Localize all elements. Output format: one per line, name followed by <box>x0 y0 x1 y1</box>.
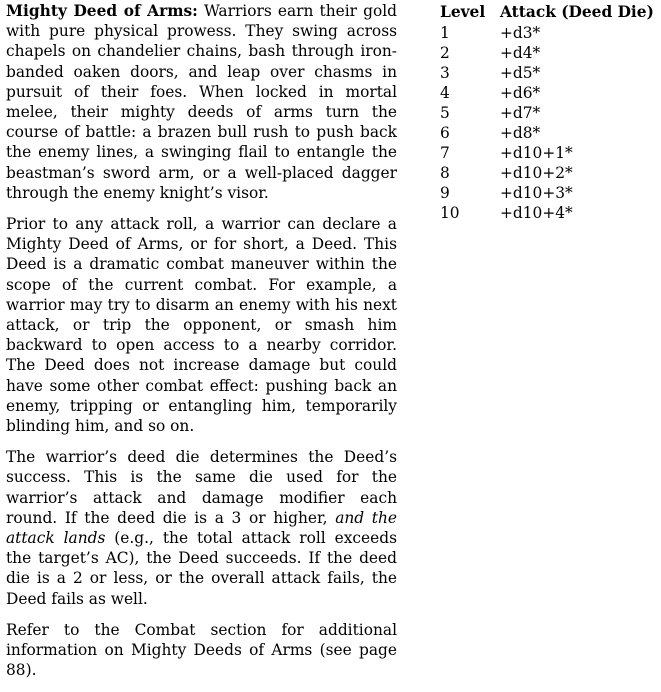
cell-attack: +d10+3* <box>500 184 573 202</box>
table-row <box>440 203 654 223</box>
paragraph-deed-die-text-b: (e.g., the total attack roll exceeds the target’s AC), the Deed succeeds. If the deed die is a 2 or less, or the overall attack fails, the Deed fails as well. <box>6 529 397 608</box>
paragraph-declaring-deed: Prior to any attack roll, a warrior can declare a Mighty Deed of Arms, or for short, a Deed. This Deed is a dramatic combat maneuver within the scope of the current combat. For example, a warrior may try to disarm an enemy with his next attack, or trip the opponent, or smash him backward to open access to a nearby corridor. The Deed does not increase damage but could have some other combat effect: pushing back an enemy, tripping or entangling him, temporarily blinding him, and so on. <box>6 215 397 436</box>
cell-attack: +d6* <box>500 84 541 102</box>
cell-attack: +d7* <box>500 104 541 122</box>
cell-level: 4 <box>440 84 450 102</box>
deed-die-table-column <box>440 2 655 223</box>
cell-level: 3 <box>440 64 450 82</box>
cell-level: 7 <box>440 144 450 162</box>
cell-attack: +d3* <box>500 24 541 42</box>
section-heading: Mighty Deed of Arms: <box>6 2 198 20</box>
table-row <box>440 63 654 83</box>
cell-attack: +d5* <box>500 64 541 82</box>
table-row <box>440 83 654 103</box>
cell-attack: +d4* <box>500 44 541 62</box>
header-level: Level <box>440 3 486 21</box>
cell-level: 6 <box>440 124 450 142</box>
table-row <box>440 163 654 183</box>
cell-level: 1 <box>440 24 450 42</box>
emphasis-attack-lands: and the attack lands <box>6 508 398 548</box>
table-header-row <box>440 2 654 23</box>
table-row <box>440 43 654 63</box>
table-row <box>440 123 654 143</box>
cell-level: 5 <box>440 104 450 122</box>
table-row <box>440 103 654 123</box>
paragraph-deed-die <box>6 447 397 609</box>
body-text-column <box>6 1 397 692</box>
cell-attack: +d8* <box>500 124 541 142</box>
paragraph-intro <box>6 1 397 203</box>
header-attack: Attack (Deed Die) <box>500 3 654 21</box>
cell-level: 2 <box>440 44 450 62</box>
table-row <box>440 143 654 163</box>
cell-attack: +d10+1* <box>500 144 573 162</box>
table-body <box>440 23 654 223</box>
paragraph-intro-text: Warriors earn their gold with pure physical prowess. They swing across chapels on chandelier chains, bash through iron-banded oaken doors, and leap over chasms in pursuit of their foes. When locked in mortal melee, their mighty deeds of arms turn the course of battle: a brazen bull rush to push back the enemy lines, a swinging flail to entangle the beastman’s sword arm, or a well-placed dagger through the enemy knight’s visor. <box>6 2 397 202</box>
cell-level: 9 <box>440 184 450 202</box>
table-row <box>440 183 654 203</box>
cell-level: 10 <box>440 204 460 222</box>
cell-attack: +d10+4* <box>500 204 573 222</box>
cell-attack: +d10+2* <box>500 164 573 182</box>
deed-die-table <box>440 2 654 223</box>
cell-level: 8 <box>440 164 450 182</box>
paragraph-deed-die-text-a: The warrior’s deed die determines the Deed’s success. This is the same die used for the warrior’s attack and damage modifier each round. If the deed die is a 3 or higher, <box>6 448 397 527</box>
table-row <box>440 23 654 43</box>
paragraph-reference: Refer to the Combat section for additional information on Mighty Deeds of Arms (see page 88). <box>6 620 397 680</box>
